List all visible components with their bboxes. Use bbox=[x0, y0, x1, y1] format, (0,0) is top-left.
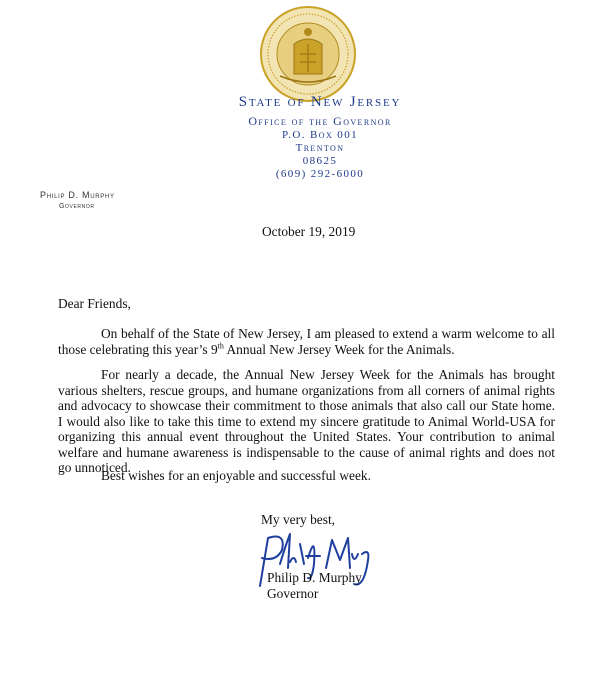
salutation: Dear Friends, bbox=[58, 296, 131, 311]
paragraph-welcome-end: Annual New Jersey Week for the Animals. bbox=[223, 341, 455, 357]
letterhead-city: Trenton bbox=[295, 142, 345, 154]
closing: My very best, bbox=[261, 512, 336, 527]
sender-name: Philip D. Murphy bbox=[40, 190, 115, 200]
letterhead-zip: 08625 bbox=[302, 155, 338, 167]
letter-date: October 19, 2019 bbox=[262, 224, 356, 239]
paragraph-welcome bbox=[58, 326, 555, 357]
paragraph-welcome-text: On behalf of the State of New Jersey, I am pleased to extend a warm welcome to all those celebrating this year’s 9 bbox=[58, 326, 555, 357]
letterhead-po-box: P.O. Box 001 bbox=[281, 129, 359, 141]
ordinal-suffix: th bbox=[217, 341, 224, 351]
letterhead-phone: (609) 292-6000 bbox=[275, 168, 365, 180]
paragraph-gratitude: For nearly a decade, the Annual New Jersey Week for the Animals has brought various shelters, rescue groups, and humane organizations from all corners of animal rights and advocacy to showcase their commitment to those animals that also call our State home. I would also like to take this time to extend my sincere gratitude to Animal World-USA for organizing this annual event throughout the United States. Your contribution to animal welfare and humane awareness is indispensable to the cause of animal rights and does not go unnoticed. bbox=[58, 367, 555, 475]
signer-name: Philip D. Murphy bbox=[267, 570, 362, 585]
letterhead-state-name: State of New Jersey bbox=[238, 94, 402, 110]
letterhead-office: Office of the Governor bbox=[248, 114, 392, 128]
paragraph-best-wishes: Best wishes for an enjoyable and successful week. bbox=[101, 468, 371, 483]
state-seal-icon bbox=[258, 4, 358, 104]
signer-title: Governor bbox=[267, 586, 319, 601]
sender-title: Governor bbox=[59, 203, 95, 210]
